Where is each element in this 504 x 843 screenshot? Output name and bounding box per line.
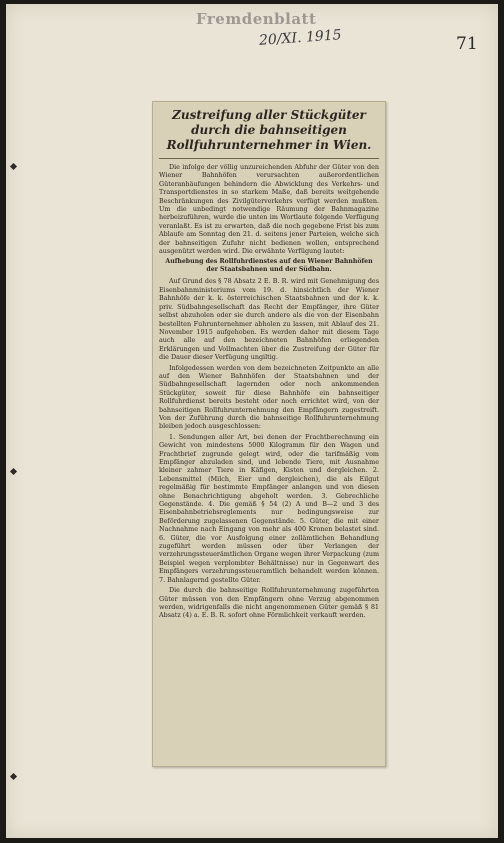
article-title: Zustreifung aller Stückgüter durch die bahnseitigen Rollfuhrunternehmer in Wien.: [166, 108, 372, 152]
margin-mark-icon: [10, 773, 17, 780]
handwritten-date: 20/XI. 1915: [258, 27, 343, 49]
margin-mark-icon: [10, 468, 17, 475]
newspaper-clipping: [152, 101, 386, 767]
page-number: 71: [456, 34, 478, 54]
divider: [159, 158, 379, 159]
intro-paragraph: Die infolge der völlig unzureichenden Abfuhr der Güter von den Wiener Bahnhöfen verursachten außerordentlichen Güteranhäufungen behindern die Abwicklung des Verkehrs- und Transportdienstes in so starkem Maße, daß bereits weitgehende Beschränkungen des Zivilgüterverkehrs verfügt werden mußten. Um die unbedingt notwendige Räumung der Bahnmagazine herbeizuführen, wurde die unten im Wortlaute folgende Verfügung veranlaßt. Es ist zu erwarten, daß die noch gegebene Frist bis zum Ablaufe am Sonntag den 21. d. seitens jener Parteien, welche sich der bahnseitigen Zufuhr nicht bedienen wollen, entsprechend ausgenützt werden wird. Die erwähnte Verfügung lautet:: [159, 163, 379, 256]
margin-mark-icon: [10, 163, 17, 170]
body-paragraph: Die durch die bahnseitige Rollfuhrunternehmung zugeführten Güter müssen von den Empfängern ohne Verzug abgenommen werden, widrigenfalls die nicht angenommenen Güter gemäß § 81 Absatz (4) a. E. B. R. sofort ohne Förmlichkeit verkauft werden.: [159, 586, 379, 620]
newspaper-stamp: Fremdenblatt: [196, 10, 317, 28]
article-subhead: Aufhebung des Rollfuhrdienstes auf den Wiener Bahnhöfen der Staatsbahnen und der Südbahn.: [165, 258, 373, 274]
body-paragraph: Infolgedessen werden von dem bezeichneten Zeitpunkte an alle auf den Wiener Bahnhöfen der Staatsbahnen und der Südbahngesellschaft lagernden oder noch ankommenden Stückgüter, soweit für diese Bahnhöfe ein bahnseitiger Rollfuhrdienst bereits besteht oder noch errichtet wird, von der bahnseitigen Rollfuhrunternehmung den Empfängern zugestreift. Von der Zuführung durch die bahnseitige Rollfuhrunternehmung bleiben jedoch ausgeschlossen:: [159, 363, 379, 431]
body-paragraph: Auf Grund des § 78 Absatz 2 E. B. R. wird mit Genehmigung des Eisenbahnministeriums vom 19. d. hinsichtlich der Wiener Bahnhöfe der k. k. österreichischen Staatsbahnen und der k. k. priv. Südbahngesellschaft das Recht der Empfänger, ihre Güter selbst abzuholen oder sie durch andere als die von der Eisenbahn bestellten Fuhrunternehmer abholen zu lassen, mit Ablauf des 21. November 1915 aufgehoben. Es werden daher mit diesem Tage auch alle auf den bezeichneten Bahnhöfen erliegenden Erklärungen und Vollmachten über die Zustreifung der Güter für die Dauer dieser Verfügung ungiltig.: [159, 277, 379, 362]
archive-sheet: [6, 4, 498, 838]
body-paragraph: 1. Sendungen aller Art, bei denen der Frachtberechnung ein Gewicht von mindestens 5000 Kilogramm für den Wagen und Frachtbrief zugrunde gelegt wird, oder die tarifmäßig vom Empfänger abzuladen sind, und lebende Tiere, mit Ausnahme kleiner zahmer Tiere in Käfigen, Kisten und dergleichen. 2. Lebensmittel (Milch, Eier und dergleichen), die als Eilgut regelmäßig für bestimmte Empfänger anlangen und von diesen ohne Benachrichtigung abgeholt werden. 3. Gebrechliche Gegenstände. 4. Die gemäß § 54 (2) A und B—2 und 3 des Eisenbahnbetriebsreglements nur bedingungsweise zur Beförderung zugelassenen Gegenstände. 5. Güter, die mit einer Nachnahme nach Eingang von mehr als 400 Kronen belastet sind. 6. Güter, die vor Ausfolgung einer zollämtlichen Behandlung zugeführt werden müssen oder über Verlangen der verzehrungssteuerämtlichen Organe wegen ihrer Verpackung (zum Beispiel wegen verplombter Behältnisse) nur in Gegenwart des Empfängers verzehrungssteueramtlich behandelt werden können. 7. Bahnlagernd gestellte Güter.: [159, 432, 379, 584]
